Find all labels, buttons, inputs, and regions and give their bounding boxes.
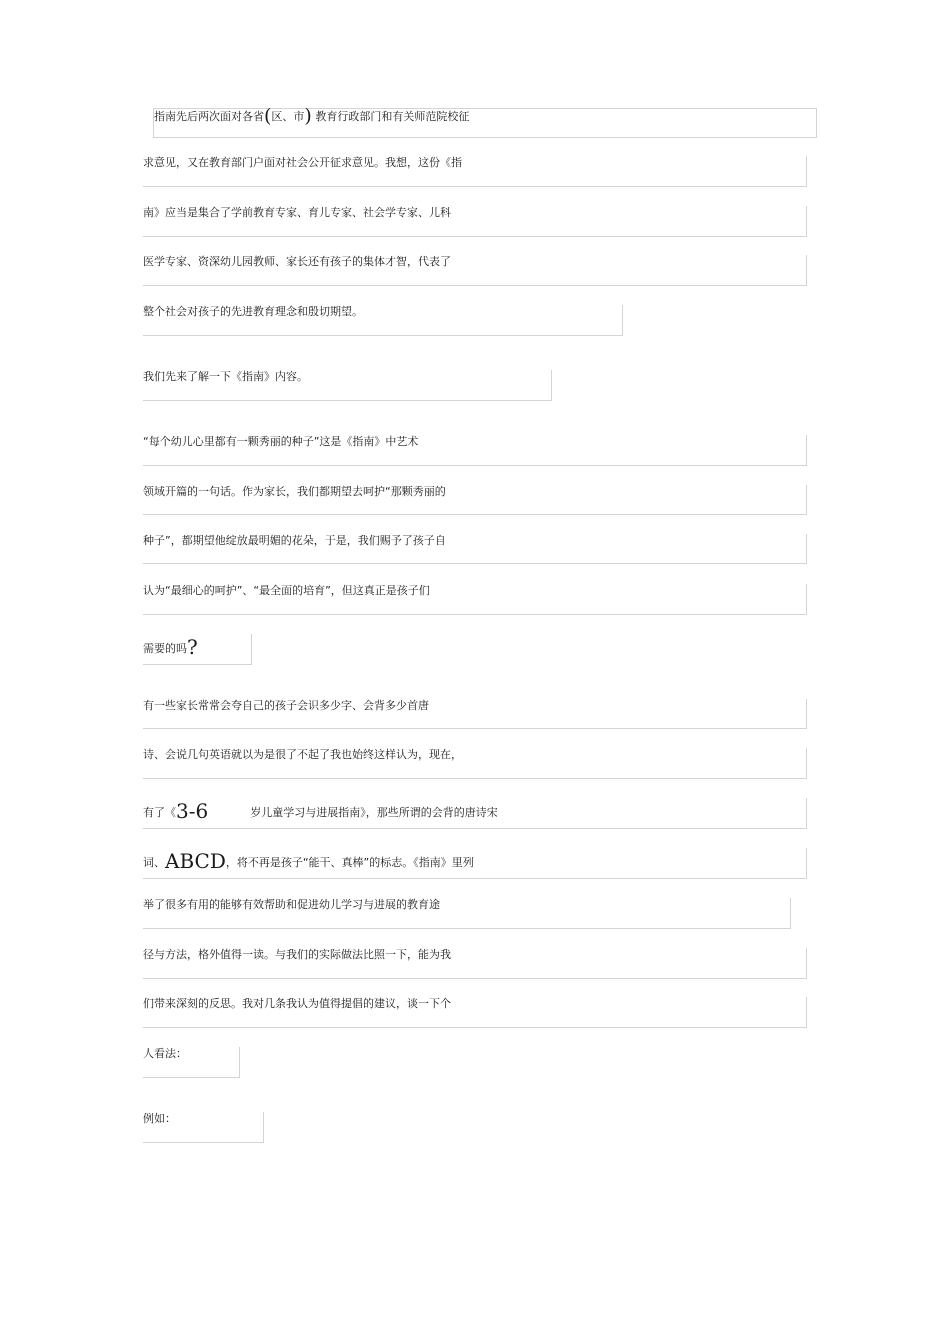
open-paren: ( — [264, 105, 272, 127]
abcd-text: ABCD — [165, 849, 226, 873]
line-1-text-b: 区、市 — [271, 110, 305, 123]
text-line-1 — [153, 105, 817, 138]
close-paren: ) — [304, 105, 312, 127]
text-line-10: 认为“最细心的呵护”、“最全面的培育”，但这真正是孩子们 — [143, 584, 807, 615]
age-range: 3-6 — [176, 799, 209, 823]
text-line-16: 举了很多有用的能够有效帮助和促进幼儿学习与进展的教育途 — [143, 898, 791, 929]
text-line-18: 们带来深刻的反思。我对几条我认为值得提倡的建议，谈一下个 — [143, 997, 807, 1028]
text-line-14 — [143, 798, 807, 829]
text-line-6: 我们先来了解一下《指南》内容。 — [143, 370, 552, 401]
text-line-4: 医学专家、资深幼儿园教师、家长还有孩子的集体才智，代表了 — [143, 255, 807, 286]
text-line-13: 诗、会说几句英语就以为是很了不起了我也始终这样认为，现在， — [143, 748, 807, 779]
text-line-5: 整个社会对孩子的先进教育理念和殷切期望。 — [143, 305, 623, 336]
text-line-7: “每个幼儿心里都有一颗秀丽的种子”这是《指南》中艺术 — [143, 435, 807, 466]
text-line-15 — [143, 848, 807, 879]
line-11-text: 需要的吗 — [143, 642, 187, 655]
text-line-9: 种子”，都期望他绽放最明媚的花朵，于是，我们赐予了孩子自 — [143, 534, 807, 564]
question-mark: ? — [187, 635, 198, 659]
line-15-text-c: ，将不再是孩子“能干、真棒”的标志。《指南》里列 — [225, 856, 474, 869]
text-line-19: 人看法： — [143, 1047, 240, 1078]
line-1-text-c: 教育行政部门和有关师范院校征 — [315, 110, 470, 123]
line-15-text-a: 词、 — [143, 856, 165, 869]
text-line-20: 例如： — [143, 1112, 264, 1143]
text-line-17: 径与方法，格外值得一读。与我们的实际做法比照一下，能为我 — [143, 948, 807, 979]
text-line-11 — [143, 634, 252, 665]
text-line-12: 有一些家长常常会夸自己的孩子会识多少字、会背多少首唐 — [143, 699, 807, 729]
text-line-3: 南》应当是集合了学前教育专家、育儿专家、社会学专家、儿科 — [143, 206, 807, 237]
line-14-text-a: 有了《 — [143, 806, 176, 819]
text-line-8: 领域开篇的一句话。作为家长，我们都期望去呵护“那颗秀丽的 — [143, 485, 807, 515]
text-line-2: 求意见，又在教育部门户面对社会公开征求意见。我想，这份《指 — [143, 156, 807, 187]
line-1-text-a: 指南先后两次面对各省 — [154, 110, 264, 123]
line-14-text-c: 岁儿童学习与进展指南》，那些所谓的会背的唐诗宋 — [250, 806, 498, 819]
